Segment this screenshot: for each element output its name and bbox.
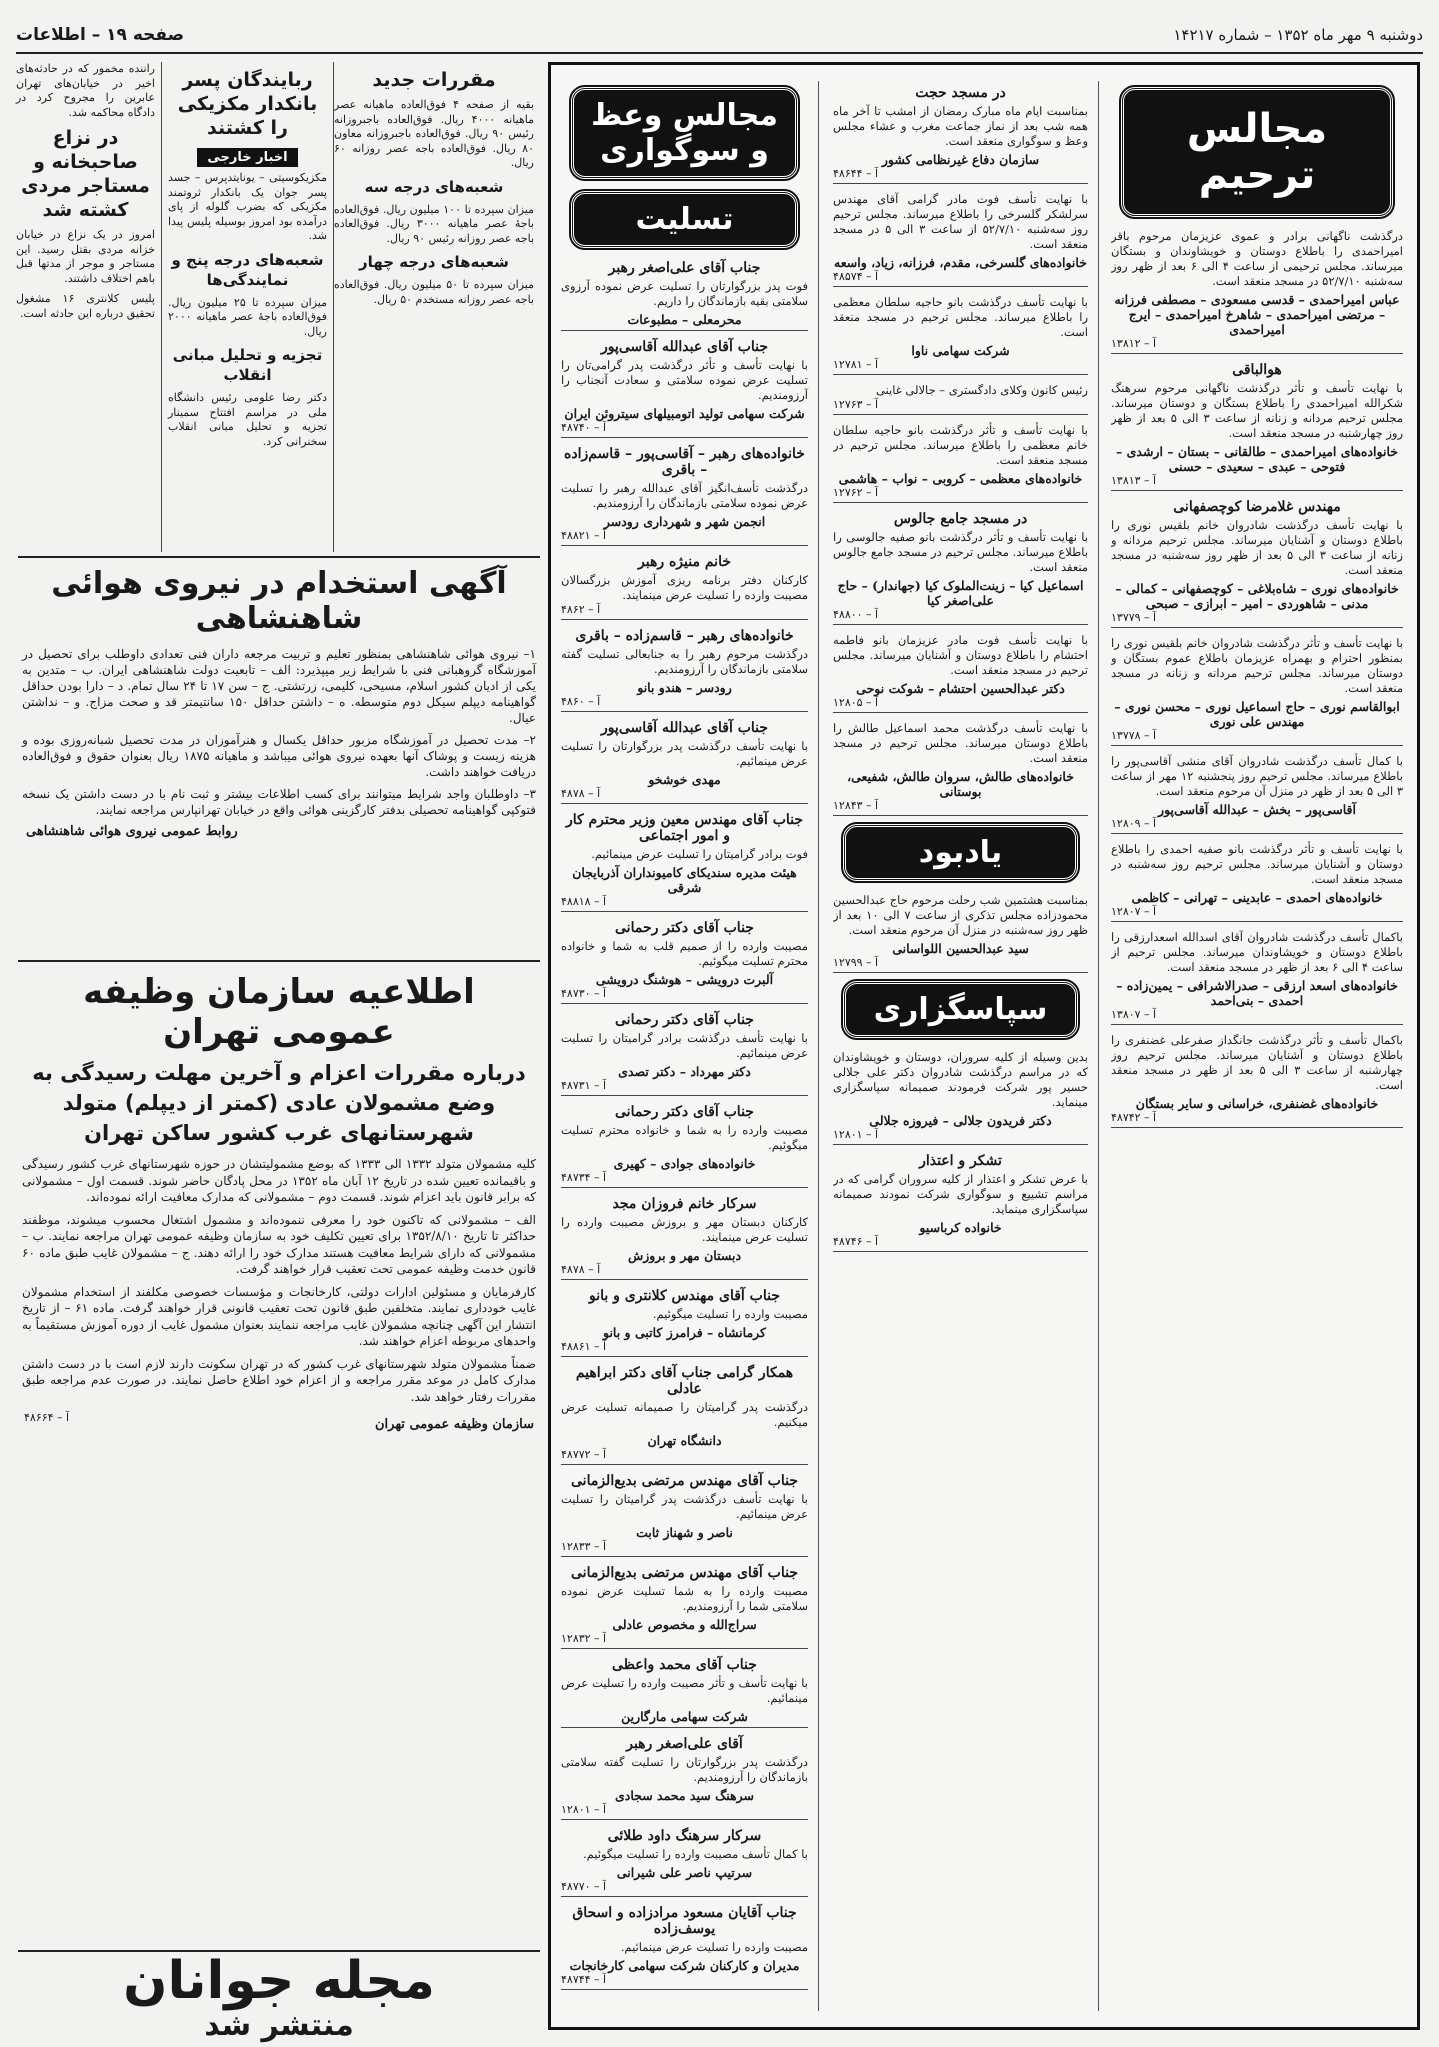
ad-code: آ – ۱۳۷۷۹: [1111, 611, 1403, 628]
condolence-banner: تسلیت: [571, 191, 798, 248]
ad-title: جناب آقای مهندس معین وزیر محترم کار و امور اجتماعی: [565, 812, 804, 844]
ad-code: آ – ۴۸۸۶۱: [561, 1340, 808, 1357]
ad-block: [561, 1736, 808, 1820]
ad-text: با نهایت تأسف درگذشت بانو حاجیه سلطان معظمی را باطلاع میرساند. مجلس ترحیم در مسجد منعقد است.: [833, 295, 1088, 339]
memorial-column: [1111, 81, 1403, 2011]
ad-code: آ – ۴۸۷۸: [561, 787, 808, 804]
ad-block: [833, 511, 1088, 625]
ad-code: آ – ۴۸۸۱۸: [561, 895, 808, 912]
ad-text: کارکنان دبستان مهر و بروزش مصیبت وارده را تسلیت عرض مینمایند.: [561, 1215, 808, 1244]
draft-notice: [18, 960, 540, 1960]
ad-title: سرکار سرهنگ داود طلائی: [607, 1828, 762, 1844]
ad-title: جناب آقای مهندس مرتضی بدیع‌الزمانی: [571, 1565, 798, 1581]
ad-code: آ – ۴۸۶۴۴: [833, 167, 1088, 184]
ad-code: آ – ۱۲۷۸۱: [833, 358, 1088, 375]
ad-block: [561, 446, 808, 546]
ad-signature: خانواده‌های غضنفری، خراسانی و سایر بستگان: [1135, 1096, 1379, 1111]
ad-signature: سراج‌الله و مخصوص عادلی: [612, 1617, 757, 1632]
news-headline: مقررات جدید: [372, 69, 496, 91]
ad-block: [561, 1104, 808, 1188]
ad-block: [561, 1012, 808, 1096]
ad-block: [833, 192, 1088, 287]
news-headline: تجزیه و تحلیل مبانی انقلاب: [172, 346, 323, 384]
ad-code: آ – ۴۸۷۴۰: [561, 421, 808, 438]
ad-code: آ – ۴۸۷۴۶: [833, 1235, 1088, 1252]
ad-code: آ – ۴۸۶۲: [561, 603, 808, 620]
ad-title: جناب آقای عبدالله آقاسی‌پور: [600, 339, 769, 355]
ad-title: جناب آقای دکتر رحمانی: [615, 1104, 754, 1120]
ad-signature: عباس امیراحمدی – قدسی مسعودی – مصطفی فرزانه – مرتضی امیراحمدی – شاهرخ امیراحمدی – ایرج امیراحمدی: [1114, 292, 1400, 337]
ad-block: [833, 893, 1088, 973]
obituary-ads-section: [548, 62, 1420, 2030]
ad-code: آ – ۴۸۸۲۱: [561, 529, 808, 546]
ad-signature: دکتر عبدالحسین احتشام – شوکت نوحی: [856, 681, 1065, 696]
ad-block: [561, 339, 808, 438]
news-column-foreign: [168, 62, 334, 552]
ad-code: آ – ۱۲۸۳۳: [561, 1540, 808, 1557]
ad-code: آ – ۴۸۸۰۰: [833, 608, 1088, 625]
ad-signature: خانواده کرباسیو: [919, 1220, 1002, 1235]
draft-paragraph: کلیه مشمولان متولد ۱۳۳۲ الی ۱۳۳۳ که بوضع مشمولیتشان در حوزه شهرستانهای غرب کشور رسیدگی و باقیمانده تعیین شده در تاریخ ۱۲ آبان ماه ۱۳۵۲ در محل پادگان حاضر شوند. قسمت اول – مشمولانی که برابر قانون باید اعزام شوند. قسمت دوم – مشمولانی که مدارک معافیت ارائه نموده‌اند.: [22, 1157, 537, 1204]
ad-text: با نهایت تأسف درگذشت پدر بزرگوارتان را تسلیت عرض مینمائیم.: [561, 739, 808, 768]
ad-title: خانواده‌های رهبر – آقاسی‌پور – قاسم‌زاده – باقری: [564, 446, 805, 478]
ad-title: تشکر و اعتذار: [919, 1153, 1002, 1169]
ad-signature: آقاسی‌پور – بخش – عبدالله آقاسی‌پور: [1158, 802, 1356, 817]
ad-signature: آلبرت درویشی – هوشنگ درویشی: [595, 972, 774, 987]
ad-code: آ – ۱۳۸۱۳: [1111, 474, 1403, 491]
ad-signature: ناصر و شهناز ثابت: [636, 1525, 733, 1540]
ad-title: هوالباقی: [1232, 362, 1282, 378]
ad-signature: خانواده‌های احمدی – عابدینی – تهرانی – کاظمی: [1131, 890, 1383, 905]
ad-block: [561, 1473, 808, 1557]
ad-text: بمناسبت ایام ماه مبارک رمضان از امشب تا آخر ماه همه شب بعد از نماز جماعت مغرب و عشاء مجلس وعظ و سوگواری منعقد است.: [833, 104, 1088, 148]
news-text: پلیس کلانتری ۱۶ مشغول تحقیق درباره این حادثه است.: [16, 292, 155, 320]
ad-text: با عرض تشکر و اعتذار از کلیه سروران گرامی که در مراسم تشییع و سوگواری شرکت نمودند صمیمانه سپاسگزاری مینماید.: [833, 1172, 1088, 1216]
draft-subtitle: درباره مقررات اعزام و آخرین مهلت رسیدگی به وضع مشمولان عادی (کمتر از دیپلم) متولد شهرستانهای غرب کشور ساکن تهران: [32, 1061, 526, 1145]
ad-text: فوت پدر بزرگوارتان را تسلیت عرض نموده آرزوی سلامتی بقیه بازماندگان را داریم.: [561, 279, 808, 308]
ad-signature: خانواده‌های طالش، سروان طالش، شفیعی، بوستانی: [847, 769, 1074, 799]
ad-code: آ – ۴۸۵۷۴: [833, 270, 1088, 287]
ad-block: [561, 920, 808, 1004]
air-force-title: آگهی استخدام در نیروی هوائی شاهنشاهی: [51, 566, 507, 636]
ad-text: بمناسبت هشتمین شب رحلت مرحوم حاج عبدالحسین محمودزاده مجلس تذکری از ساعت ۷ الی ۱۰ بعد از ظهر روز سه‌شنبه در منزل آن مرحوم منعقد است.: [833, 893, 1088, 937]
ad-block: [561, 1905, 808, 1990]
page-number: صفحه ۱۹ – اطلاعات: [16, 25, 185, 45]
ad-code: آ – ۱۳۸۰۷: [1111, 1008, 1403, 1025]
ad-signature: خانواده‌های جوادی – کهیری: [613, 1156, 756, 1171]
ad-text: با نهایت تأسف و تأثر درگذشت پدر گرامی‌تان را تسلیت عرض نموده سلامتی و سعادت آنجناب را آرزومندیم.: [561, 358, 808, 402]
ad-signature: خانواده‌های نوری – شاه‌بلاغی – کوچصفهانی – کمالی – مدنی – شاهوردی – امیر – ابرازی – صبحی: [1115, 581, 1399, 611]
ad-block: [833, 423, 1088, 503]
magazine-title: مجله جوانان: [123, 1951, 435, 2011]
ad-signature: سرتیپ ناصر علی شیرانی: [616, 1865, 753, 1880]
memorial-remembrance-banner: یادبود: [843, 824, 1078, 881]
ad-block: [1111, 1033, 1403, 1128]
ad-code: آ – ۱۲۷۶۳: [833, 398, 1088, 415]
ad-title: جناب آقای محمد واعظی: [612, 1657, 757, 1673]
ad-block: [561, 1196, 808, 1280]
ad-title: جناب آقای مهندس مرتضی بدیع‌الزمانی: [571, 1473, 798, 1489]
ad-code: آ – ۱۲۸۰۷: [1111, 905, 1403, 922]
ad-title: در مسجد جامع جالوس: [893, 511, 1028, 527]
ad-code: آ – ۱۳۸۱۲: [1111, 337, 1403, 354]
ad-code: آ – ۴۸۶۶۴: [24, 1411, 70, 1424]
ad-code: آ – ۱۲۸۰۱: [561, 1803, 808, 1820]
ad-signature: شرکت سهامی تولید اتومبیلهای سیتروئن ایران: [564, 406, 805, 421]
news-headline: شعبه‌های درجه چهار: [359, 253, 509, 271]
ad-text: با نهایت تأسف و تأثر درگذشت ناگهانی مرحوم سرهنگ شکرالله امیراحمدی را باطلاع بستگان و دوستان میرساند. مجلس ترحیم مردانه و زنانه از ساعت ۳ الی ۵ بعد از ظهر روز چهارشنبه در مسجد منعقد است.: [1111, 381, 1403, 440]
ad-text: بدین وسیله از کلیه سروران، دوستان و خویشاوندان که در مراسم درگذشت شادروان دکتر علی جلالی حسیر پور شرکت فرمودند صمیمانه سپاسگزاری مینماید.: [833, 1050, 1088, 1109]
draft-paragraph: ضمناً مشمولان متولد شهرستانهای غرب کشور که در تهران سکونت دارند لازم است با در دست داشتن مدارک کامل در موعد مقرر مراجعه و از اعزام خود اطلاع حاصل نمایند. در صورت عدم مراجعه طبق مقررات رفتار خواهد شد.: [22, 1356, 536, 1404]
news-text: مکزیکوسیتی – یونایتدپرس – جسد پسر جوان یک بانکدار ثروتمند مکزیکی که بضرب گلوله از پای درآمده بود امروز بوسیله پلیس پیدا شد.: [168, 171, 327, 242]
ad-signature: کرمانشاه – فرامرز کاتبی و بانو: [602, 1325, 766, 1340]
ad-signature: هیئت مدیره سندیکای کامیونداران آذربایجان شرقی: [572, 865, 797, 895]
ad-signature: سید عبدالحسین اللواسانی: [892, 941, 1029, 956]
ad-text: مصیبت وارده را به شما تسلیت عرض نموده سلامتی شما را آرزومندیم.: [561, 1584, 808, 1613]
news-text: میزان سپرده تا ۵۰ میلیون ریال. فوق‌العاده باجه عصر روزانه مستخدم ۵۰ ریال.: [334, 278, 534, 306]
ad-code: آ – ۱۲۸۴۳: [833, 799, 1088, 816]
ad-signature: شرکت سهامی ناوا: [911, 343, 1010, 358]
magazine-subtitle: منتشر شد: [204, 2008, 354, 2043]
ad-block: [1111, 842, 1403, 922]
ad-code: آ – ۴۸۷۷۲: [561, 1448, 808, 1465]
ad-block: [561, 1828, 808, 1897]
ad-title: جناب آقایان مسعود مرادزاده و اسحاق یوسف‌زاده: [572, 1905, 797, 1937]
ad-block: [833, 1153, 1088, 1252]
ad-signature: دانشگاه تهران: [647, 1433, 722, 1448]
news-text: بقیه از صفحه ۴ فوق‌العاده ماهیانه عصر ماهیانه ۴۰۰۰ ریال. فوق‌العاده باجبروزانه رئیس ۹۰ ریال. فوق‌العاده باجبروزانه معاون ۸۰ ریال. فوق‌العاده باجه عصر روزانه ۶۰ ریال.: [334, 98, 535, 169]
ad-text: با نهایت تأسف درگذشت محمد اسماعیل طالش را باطلاع دوستان میرساند. مجلس ترحیم در مسجد منعقد است.: [833, 721, 1088, 765]
ad-signature: رودسر – هندو بانو: [637, 680, 732, 695]
ad-block: [833, 85, 1088, 184]
ad-text: درگذشت ناگهانی برادر و عموی عزیزمان مرحوم باقر امیراحمدی را باطلاع دوستان و خویشاوندان و بستگان میرساند. مجلس ترحیمی از ساعت ۴ الی ۶ بعد از ظهر روز سه‌شنبه ۵۲/۷/۱۰ در مسجد منعقد است.: [1111, 229, 1403, 288]
ad-signature: انجمن شهر و شهرداری رودسر: [603, 514, 766, 529]
news-headline: در نزاع صاحبخانه و مستاجر مردی کشته شد: [21, 127, 150, 221]
thanks-banner: سپاسگزاری: [843, 981, 1078, 1038]
ad-code: آ – ۱۲۸۰۵: [833, 696, 1088, 713]
ad-title: جناب آقای مهندس کلانتری و بانو: [589, 1288, 780, 1304]
news-headline: ربایندگان پسر بانکدار مکزیکی را کشتند: [177, 69, 318, 139]
ad-code: آ – ۱۳۷۷۸: [1111, 729, 1403, 746]
ad-text: باکمال تأسف و تأثر درگذشت جانگداز صفرعلی غضنفری را باطلاع دوستان و آشنایان میرساند. مجلس ترحیم روز چهارشنبه از ساعت ۳ الی ۵ بعد از ظهر در مسجد منعقد است.: [1111, 1033, 1403, 1092]
ad-text: با نهایت تأسف فوت مادر عزیزمان بانو فاطمه احتشام را باطلاع دوستان و آشنایان میرساند. مجلس ترحیم در مسجد منعقد است.: [833, 633, 1088, 677]
ad-title: در مسجد حجت: [915, 85, 1006, 101]
ad-text: فوت برادر گرامیتان را تسلیت عرض مینمائیم.: [591, 847, 808, 861]
ad-signature: اسماعیل کیا – زینت‌الملوک کیا (جهاندار) – حاج علی‌اصغر کیا: [837, 578, 1084, 608]
news-headline: شعبه‌های درجه پنج و نمایندگی‌ها: [171, 250, 324, 289]
ad-block: [1111, 362, 1403, 491]
air-force-paragraph: ۳– داوطلبان واجد شرایط میتوانند برای کسب اطلاعات بیشتر و ثبت نام با در دست داشتن یک نسخه فتوکپی گواهینامه تحصیلی بدفتر کارگزینی هوائی واقع در خیابان تهرانپارس مراجعه نمایند.: [22, 787, 536, 817]
ad-text: باکمال تأسف درگذشت شادروان آقای اسدالله اسعدارزقی را باطلاع دوستان و خویشاوندان میرساند. مجلس ترحیم از ساعت ۴ الی ۶ بعد از ظهر در مسجد منعقد است.: [1111, 930, 1403, 974]
draft-title: اطلاعیه سازمان وظیفه عمومی تهران: [83, 972, 475, 1052]
ad-title: سرکار خانم فروزان مجد: [612, 1196, 757, 1212]
ad-text: با نهایت تأسف درگذشت برادر گرامیتان را تسلیت عرض مینمائیم.: [561, 1031, 808, 1060]
ad-signature: سازمان دفاع غیرنظامی کشور: [881, 152, 1040, 167]
ad-signature: دکتر فریدون جلالی – فیروزه جلالی: [869, 1113, 1052, 1128]
ad-text: با نهایت تأسف و تأثر درگذشت بانو حاجیه سلطان خانم معظمی را باطلاع میرساند. مجلس ترحیم در مسجد منعقد است.: [833, 423, 1088, 467]
ad-text: درگذشت تأسف‌انگیز آقای عبدالله رهبر را تسلیت عرض نموده سلامتی بازماندگان را آرزومندیم.: [561, 481, 808, 510]
ad-signature: شرکت سهامی مارگارین: [621, 1709, 748, 1724]
news-text: دکتر رضا علومی رئیس دانشگاه ملی در مراسم افتتاح سمینار تجزیه و تحلیل مبانی انقلاب سخنرانی کرد.: [168, 391, 327, 448]
ad-block: [833, 295, 1088, 375]
ad-title: جناب آقای علی‌اصغر رهبر: [608, 260, 761, 276]
ad-block: [561, 812, 808, 912]
ad-block: [1111, 930, 1403, 1025]
ad-block: [561, 628, 808, 712]
ad-divider: [561, 327, 808, 331]
ad-block: [833, 383, 1088, 415]
ad-signature: دبستان مهر و بروزش: [627, 1248, 742, 1263]
air-force-signature: روابط عمومی نیروی هوائی شاهنشاهی: [26, 824, 238, 839]
ad-text: کارکنان دفتر برنامه ریزی آموزش بزرگسالان مصیبت وارده را تسلیت عرض مینمایند.: [561, 573, 808, 602]
ad-code: آ – ۱۲۸۰۹: [1111, 817, 1403, 834]
ad-title: خانواده‌های رهبر – قاسم‌زاده – باقری: [575, 628, 794, 644]
ad-block: [1111, 499, 1403, 628]
ad-text: با نهایت تأسف و تأثر درگذشت بانو صفیه احمدی را باطلاع دوستان و آشنایان میرساند. مجلس ترحیم روز سه‌شنبه در مسجد منعقد است.: [1111, 842, 1403, 886]
ad-text: درگذشت پدر بزرگوارتان را تسلیت گفته سلامتی بازماندگان را آرزومندیم.: [561, 1755, 808, 1784]
ad-text: با نهایت تأسف درگذشت شادروان خانم بلقیس نوری را باطلاع دوستان و آشنایان میرساند. مجلس ترحیم مردانه و زنانه از ساعت ۳ الی ۵ بعد از ظهر روز سه‌شنبه در مسجد منعقد است.: [1111, 518, 1403, 577]
ad-text: با نهایت تأسف و تأثر درگذشت شادروان خانم بلقیس نوری را بمنظور احترام و بهمراه عزیزمان باطلاع عموم بستگان و دوستان میرساند. مجلس ترحیم مردانه و زنانه در مسجد منعقد است.: [1111, 636, 1403, 695]
ad-title: مهندس غلامرضا کوچصفهانی: [1173, 499, 1341, 515]
ad-title: آقای علی‌اصغر رهبر: [626, 1736, 743, 1752]
news-column-regulations: [334, 62, 534, 552]
ad-code: آ – ۴۸۶۰: [561, 695, 808, 712]
ad-code: آ – ۱۲۷۶۲: [833, 486, 1088, 503]
sermon-banner: مجالس وعظ و سوگواری: [571, 87, 798, 179]
ad-code: آ – ۴۸۷۸: [561, 1263, 808, 1280]
air-force-paragraph: ۲– مدت تحصیل در آموزشگاه مزبور حداقل یکسال و هنرآموزان در مدت تحصیل شبانه‌روزی بوده و هزینه زیست و پوشاک آنها بعهده نیروی هوائی میباشد و ماهیانه ۱۸۷۵ ریال بعنوان حقوق و فوق‌العاده دریافت خواهند داشت.: [22, 733, 536, 779]
ad-block: [1111, 754, 1403, 834]
memorial-banner: مجالس ترحیم: [1121, 87, 1393, 217]
air-force-paragraph: ۱– نیروی هوائی شاهنشاهی بمنظور تعلیم و تربیت مرجعه داران فنی تعدادی داوطلب برای تحصیل در آموزشگاه گروهبانی فنی با شرایط زیر میپذیرد: الف – تابعیت دولت شاهنشاهی ایران. ب – متدین به یکی از ادیان کشور اسلام، مسیحی، کلیمی، زرتشتی. ج – سن ۱۷ تا ۲۴ سال تمام. د – دارا بودن حداقل گواهینامه دیپلم سیکل دوم متوسطه. ه – داشتن حداقل ۱۵۰ سانتیمتر قد و صحت مزاج. و – نداشتن عیال.: [22, 647, 536, 725]
ad-block: [833, 1050, 1088, 1145]
ad-code: آ – ۴۸۷۳۱: [561, 1079, 808, 1096]
ad-block: [561, 1365, 808, 1465]
ad-signature: خانواده‌های امیراحمدی – طالقانی – بستان – ارشدی – فتوحی – عبدی – سعیدی – حسنی: [1116, 444, 1398, 474]
ad-text: مصیبت وارده را تسلیت میگوئیم.: [652, 1307, 808, 1321]
ad-signature: مدیران و کارکنان شرکت سهامی کارخانجات: [569, 1958, 800, 1973]
ad-text: با نهایت تأسف و تأثر مصیبت وارده را تسلیت عرض مینمائیم.: [561, 1676, 808, 1705]
page-header: [16, 18, 1423, 54]
ad-block: [561, 554, 808, 620]
ad-title: خانم منیژه رهبر: [638, 554, 731, 570]
news-headline: شعبه‌های درجه سه: [364, 177, 504, 196]
ad-text: با کمال تأسف درگذشت شادروان آقای منشی آقاسی‌پور را باطلاع میرساند. مجلس ترحیم روز پنجشنبه ۱۲ مهر از ساعت ۳ الی ۵ بعد از ظهر در منزل آن مرحوم منعقد است.: [1111, 754, 1403, 798]
ad-code: آ – ۴۸۷۷۰: [561, 1880, 808, 1897]
ad-text: رئیس کانون وکلای دادگستری – جالالی غاینی: [875, 383, 1088, 397]
ad-text: با نهایت تأسف و تأثر درگذشت بانو صفیه جالوسی را باطلاع میرساند. مجلس ترحیم در مسجد جامع جالوس منعقد است.: [833, 530, 1088, 574]
draft-signature: سازمان وظیفه عمومی تهران: [374, 1417, 534, 1432]
section-tag: اخبار خارجی: [197, 148, 297, 167]
ad-signature: دکتر مهرداد – دکتر تصدی: [618, 1064, 751, 1079]
ad-block: [561, 1288, 808, 1357]
ad-title: جناب آقای دکتر رحمانی: [615, 1012, 754, 1028]
ad-title: جناب آقای دکتر رحمانی: [615, 920, 754, 936]
ad-block: [833, 721, 1088, 816]
ad-block: [561, 1565, 808, 1649]
condolence-column: [561, 81, 819, 2011]
ad-text: مصیبت وارده را از صمیم قلب به شما و خانواده محترم تسلیت میگوئیم.: [561, 939, 808, 968]
news-text: راننده مخمور که در حادثه‌های اخیر در خیابان‌های تهران عابرین را مجروح کرد در دادگاه محاکمه شد.: [16, 62, 155, 119]
news-text: امروز در یک نزاع در خیابان خزانه مردی بقتل رسید. این مستاجر و موجر از مدتها قبل باهم اختلاف داشتند.: [16, 228, 155, 285]
ad-signature: محرمعلی – مطبوعات: [627, 312, 742, 327]
ad-code: آ – ۴۸۷۴۲: [1111, 1111, 1403, 1128]
mosque-notices-column: [833, 81, 1099, 2011]
ad-signature: مهدی خوشخو: [648, 772, 721, 787]
ad-text: با نهایت تأسف درگذشت پدر گرامیتان را تسلیت عرض مینمائیم.: [561, 1492, 808, 1521]
ad-text: درگذشت مرحوم رهبر را به جنابعالی تسلیت گفته سلامتی بازماندگان را آرزومندیم.: [561, 647, 808, 676]
ad-code: آ – ۱۲۸۳۲: [561, 1632, 808, 1649]
ad-divider: [561, 1724, 808, 1728]
ad-text: درگذشت پدر گرامیتان را صمیمانه تسلیت عرض میکنیم.: [561, 1400, 808, 1429]
ad-block: [833, 633, 1088, 713]
ad-text: مصیبت وارده را تسلیت عرض مینمائیم.: [620, 1940, 808, 1954]
ad-code: آ – ۱۲۸۰۱: [833, 1128, 1088, 1145]
ad-signature: خانواده‌های معظمی – کروبی – نواب – هاشمی: [838, 471, 1083, 486]
ad-code: آ – ۱۲۷۹۹: [833, 956, 1088, 973]
draft-paragraph: کارفرمایان و مسئولین ادارات دولتی، کارخانجات و مؤسسات خصوصی مکلفند از استخدام مشمولان غایب خودداری نمایند. متخلفین طبق قانون تحت تعقیب قانونی قرار خواهند گرفت. ماده ۶۱ – از تاریخ انتشار این آگهی چنانچه مشمولان غایب مراجعه ننمایند بعنوان مشمول غایب از دوره آموزش مستقیماً به واحدهای مربوطه اعزام خواهند شد.: [22, 1284, 536, 1348]
magazine-sub-wrap: [18, 2008, 540, 2043]
ad-block: [561, 720, 808, 804]
ad-code: آ – ۴۸۷۴۴: [561, 1973, 808, 1990]
issue-date: دوشنبه ۹ مهر ماه ۱۳۵۲ – شماره ۱۴۲۱۷: [1173, 26, 1423, 44]
ad-title: جناب آقای عبدالله آقاسی‌پور: [600, 720, 769, 736]
ad-block: [1111, 229, 1403, 354]
draft-paragraph: الف – مشمولانی که تاکنون خود را معرفی ننموده‌اند و مشمول اشتغال محسوب میشوند، موظفند حداکثر تا تاریخ ۱۳۵۲/۸/۱۰ برای تعیین تکلیف خود به سازمان وظیفه عمومی تهران مراجعه نمایند. ب – مشمولانی که دارای شرایط معافیت هستند مدارک خود را ارائه دهند. ج – مشمولان غایب طبق ماده ۶۰ قانون خدمت وظیفه عمومی تحت تعقیب قرار خواهند گرفت.: [22, 1212, 536, 1276]
ad-signature: خانواده‌های اسعد ارزقی – صدرالاشرافی – یمین‌زاده – احمدی – بنی‌احمد: [1116, 978, 1398, 1008]
ad-block: [561, 260, 808, 331]
ad-text: با کمال تأسف مصیبت وارده را تسلیت میگوئیم.: [582, 1847, 808, 1861]
ad-code: آ – ۴۸۷۳۴: [561, 1171, 808, 1188]
news-text: میزان سپرده تا ۲۵ میلیون ریال. فوق‌العاده باجهٔ عصر ماهیانه ۲۰۰۰ ریال.: [168, 295, 327, 338]
ad-title: همکار گرامی جناب آقای دکتر ابراهیم عادلی: [575, 1365, 794, 1397]
ad-text: با نهایت تأسف فوت مادر گرامی آقای مهندس سرلشکر گلسرخی را باطلاع میرساند. مجلس ترحیم روز سه‌شنبه ۵۲/۷/۱۰ از ساعت ۳ الی ۵ در مسجد منعقد است.: [833, 192, 1088, 251]
ad-block: [561, 1657, 808, 1728]
ad-signature: خانواده‌های گلسرخی، مقدم، فرزانه، زیاد، واسعه: [834, 255, 1087, 270]
ad-signature: سرهنگ سید محمد سجادی: [614, 1788, 755, 1803]
ad-block: [1111, 636, 1403, 746]
news-text: میزان سپرده تا ۱۰۰ میلیون ریال. فوق‌العاده باجهٔ عصر ماهیانه ۳۰۰۰ ریال. فوق‌العاده باجه عصر روزانه رئیس ۹۰ ریال.: [334, 202, 534, 245]
air-force-recruitment-ad: [18, 556, 540, 956]
ad-signature: ابوالقاسم نوری – حاج اسماعیل نوری – محسن نوری – مهندس علی نوری: [1114, 699, 1400, 729]
ad-text: مصیبت وارده را به شما و خانواده محترم تسلیت میگوئیم.: [561, 1123, 808, 1152]
ad-code: آ – ۴۸۷۳۰: [561, 987, 808, 1004]
news-column-crime: [16, 62, 162, 552]
